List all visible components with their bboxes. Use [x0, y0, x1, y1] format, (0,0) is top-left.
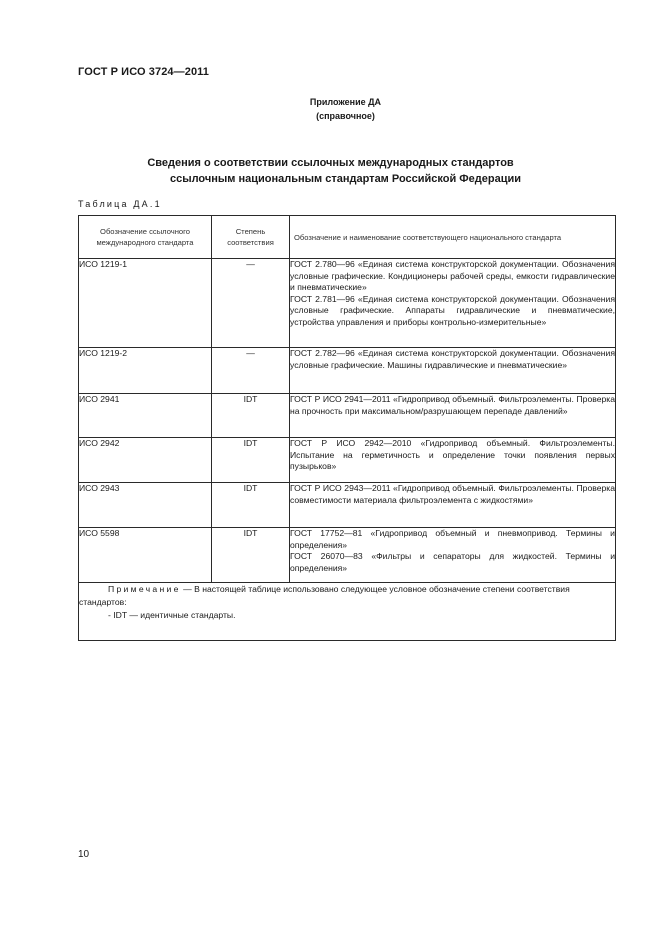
page-number: 10	[78, 849, 90, 860]
intl-standard-cell: ИСО 5598	[79, 528, 212, 583]
national-standard-cell	[290, 528, 616, 583]
column-header-intl-standard: Обозначение ссылочного международного стандарта	[79, 216, 212, 259]
table-caption: Таблица ДА.1	[78, 199, 162, 209]
national-standard-ref: ГОСТ 2.780—96 «Единая система конструкторской документации. Обозначения условные графические. Кондиционеры рабочей среды, емкости гидравлические и пневматические»	[290, 259, 615, 292]
intl-standard-cell: ИСО 2942	[79, 438, 212, 483]
degree-cell: IDT	[212, 483, 290, 528]
degree-cell: IDT	[212, 528, 290, 583]
section-title	[0, 155, 661, 187]
document-code: ГОСТ Р ИСО 3724—2011	[78, 66, 210, 78]
intl-standard-cell: ИСО 2943	[79, 483, 212, 528]
appendix-heading	[0, 95, 661, 123]
table-row	[79, 528, 616, 583]
national-standard-ref: ГОСТ 2.782—96 «Единая система конструкторской документации. Обозначения условные графические. Машины гидравлические и пневматические»	[290, 348, 615, 370]
intl-standard-cell: ИСО 2941	[79, 394, 212, 438]
national-standard-cell	[290, 483, 616, 528]
intl-standard-cell: ИСО 1219-2	[79, 348, 212, 394]
table-row	[79, 483, 616, 528]
section-title-line-2: ссылочным национальным стандартам Российской Федерации	[169, 173, 522, 185]
table-note-row	[79, 583, 616, 641]
table-note	[79, 583, 616, 641]
national-standard-cell	[290, 348, 616, 394]
column-header-national-standard: Обозначение и наименование соответствующего национального стандарта	[290, 216, 616, 259]
table-row	[79, 259, 616, 348]
national-standard-ref: ГОСТ Р ИСО 2943—2011 «Гидропривод объемный. Фильтроэлементы. Проверка совместимости материала фильтроэлемента с жидкостями»	[290, 483, 615, 505]
note-item: - IDT — идентичные стандарты.	[108, 610, 236, 620]
table-row	[79, 438, 616, 483]
table-header-row	[79, 216, 616, 259]
degree-cell: IDT	[212, 394, 290, 438]
national-standard-cell	[290, 394, 616, 438]
correspondence-table	[78, 215, 616, 641]
table-row	[79, 394, 616, 438]
intl-standard-cell: ИСО 1219-1	[79, 259, 212, 348]
appendix-title: Приложение ДА	[309, 97, 382, 107]
national-standard-cell	[290, 259, 616, 348]
appendix-type: (справочное)	[316, 111, 375, 121]
national-standard-cell	[290, 438, 616, 483]
note-text: — В настоящей таблице использовано следующее условное обозначение степени соответствия стандартов:	[79, 584, 570, 607]
national-standard-ref: ГОСТ 17752—81 «Гидропривод объемный и пневмопривод. Термины и определения»	[290, 528, 615, 550]
degree-cell: —	[212, 259, 290, 348]
national-standard-ref: ГОСТ 26070—83 «Фильтры и сепараторы для жидкостей. Термины и определения»	[290, 551, 615, 573]
national-standard-ref: ГОСТ Р ИСО 2942—2010 «Гидропривод объемный. Фильтроэлементы. Испытание на герметичность и определение точки появления первых пузырьков»	[290, 438, 615, 471]
national-standard-ref: ГОСТ Р ИСО 2941—2011 «Гидропривод объемный. Фильтроэлементы. Проверка на прочность при максимальном/разрушающем перепаде давлений»	[290, 394, 615, 416]
section-title-line-1: Сведения о соответствии ссылочных международных стандартов	[147, 157, 514, 169]
national-standard-ref: ГОСТ 2.781—96 «Единая система конструкторской документации. Обозначения условные графические. Аппараты гидравлические и пневматические, устройства управления и приборы контрольно-измерительные»	[290, 293, 615, 327]
note-label: Примечание	[108, 584, 181, 594]
degree-cell: —	[212, 348, 290, 394]
table-row	[79, 348, 616, 394]
degree-cell: IDT	[212, 438, 290, 483]
column-header-degree: Степень соответствия	[212, 216, 290, 259]
